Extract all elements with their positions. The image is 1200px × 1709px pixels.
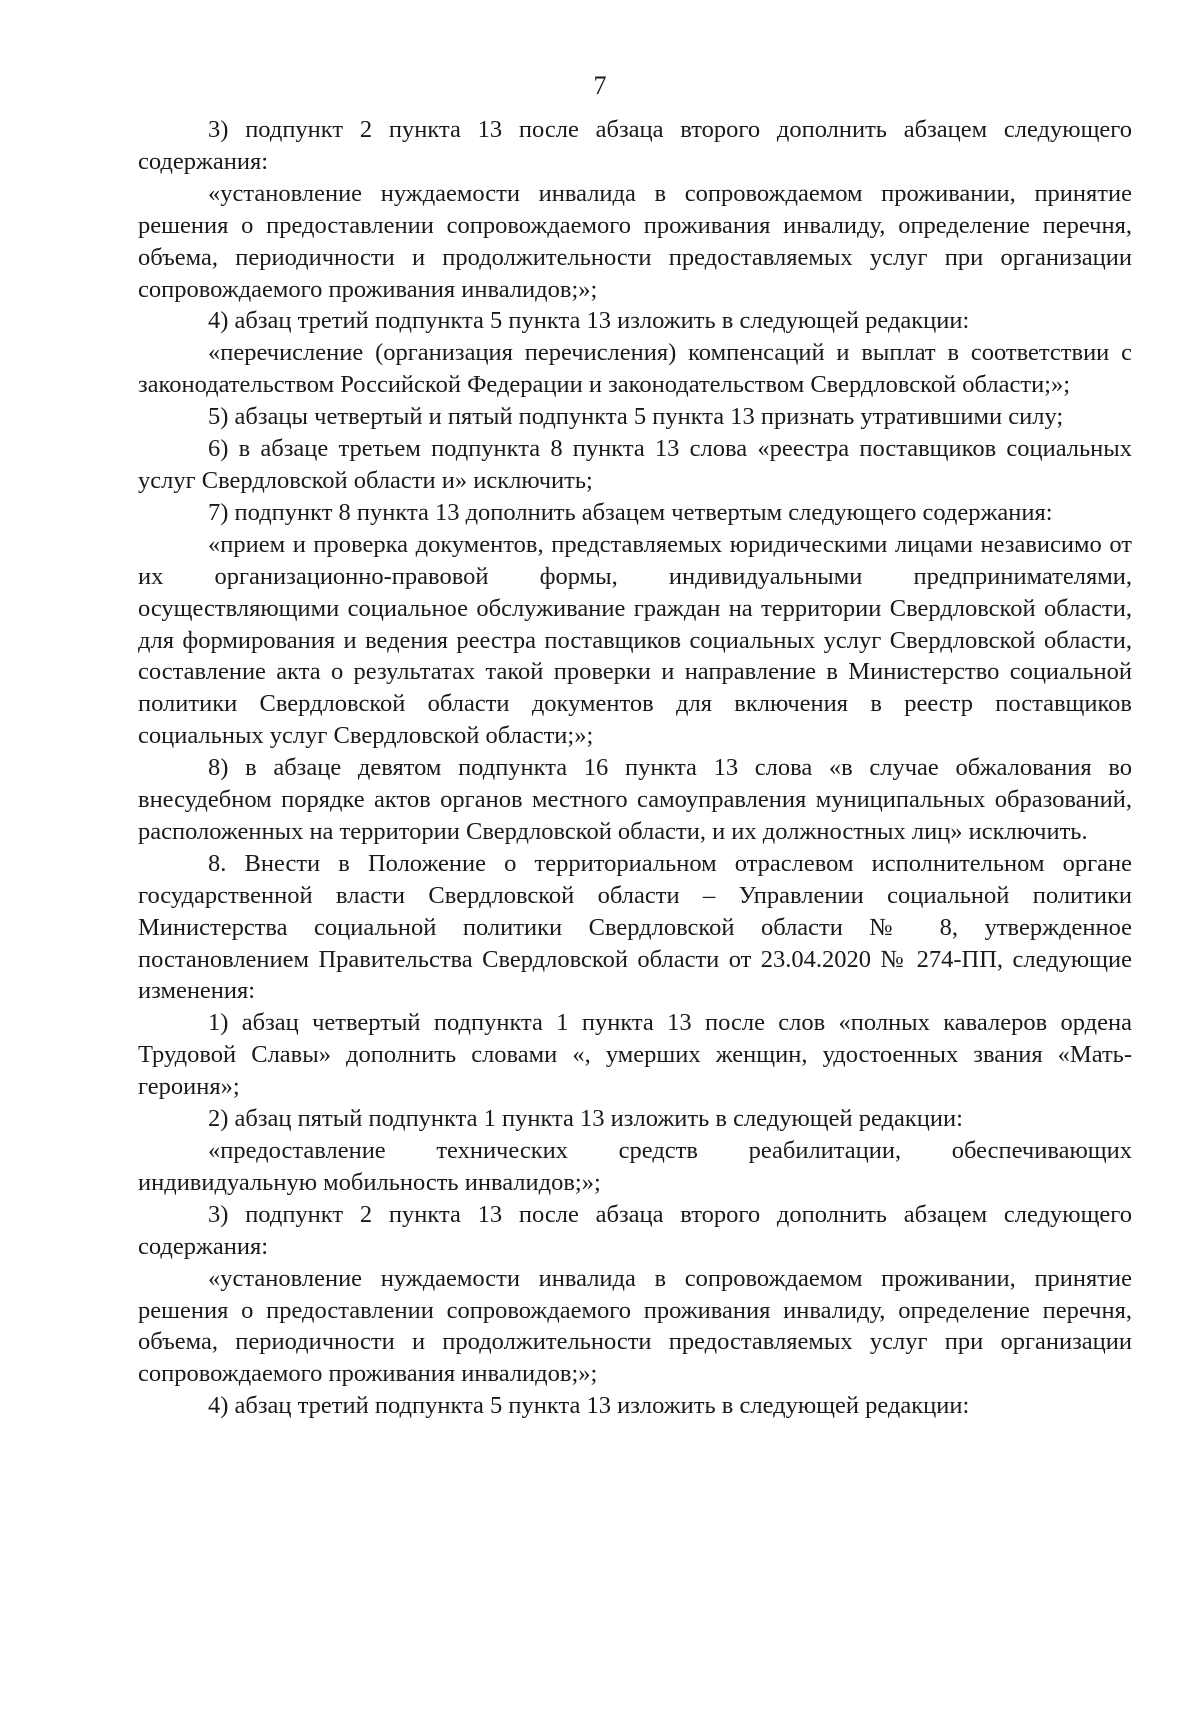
paragraph-quoted-text: «установление нуждаемости инвалида в сопровождаемом проживании, принятие решения о предоставлении сопровождаемого проживания инвалиду, определение перечня, объема, периодичности и продолжительности предоставляемых услуг при организации сопровождаемого проживания инвалидов;»; [138,1264,1132,1388]
paragraph-subitem-4-intro: 4) абзац третий подпункта 5 пункта 13 изложить в следующей редакции: [208,1392,970,1420]
paragraph-subitem-5: 5) абзацы четвертый и пятый подпункта 5 пункта 13 признать утратившими силу; [208,403,1064,431]
paragraph-subitem-3-intro: 3) подпункт 2 пункта 13 после абзаца второго дополнить абзацем следующего содержания: [138,116,1132,175]
paragraph-quoted-text: «установление нуждаемости инвалида в сопровождаемом проживании, принятие решения о предоставлении сопровождаемого проживания инвалиду, определение перечня, объема, периодичности и продолжительности предоставляемых услуг при организации сопровождаемого проживания инвалидов;»; [138,179,1132,303]
paragraph-subitem-4-intro: 4) абзац третий подпункта 5 пункта 13 изложить в следующей редакции: [208,307,970,335]
document-body [138,114,1132,1422]
paragraph-quoted-text: «предоставление технических средств реабилитации, обеспечивающих индивидуальную мобильность инвалидов;»; [138,1137,1132,1196]
page-number: 7 [593,71,607,100]
paragraph-quoted-text: «перечисление (организация перечисления) компенсаций и выплат в соответствии с законодательством Российской Федерации и законодательством Свердловской области;»; [138,339,1132,399]
paragraph-subitem-3-intro: 3) подпункт 2 пункта 13 после абзаца второго дополнить абзацем следующего содержания: [138,1200,1132,1260]
paragraph-quoted-text: «прием и проверка документов, представляемых юридическими лицами независимо от их организационно-правовой формы, индивидуальными предпринимателями, осуществляющими социальное обслуживание граждан на территории Свердловской области, для формирования и ведения реестра поставщиков социальных услуг Свердловской области, составление акта о результатах такой проверки и направление в Министерство социальной политики Свердловской области документов для включения в реестр поставщиков социальных услуг Свердловской области;»; [138,530,1132,750]
paragraph-subitem-2-intro: 2) абзац пятый подпункта 1 пункта 13 изложить в следующей редакции: [208,1105,963,1133]
paragraph-subitem-7-intro: 7) подпункт 8 пункта 13 дополнить абзацем четвертым следующего содержания: [208,498,1053,526]
paragraph-subitem-6: 6) в абзаце третьем подпункта 8 пункта 13 слова «реестра поставщиков социальных услуг Свердловской области и» исключить; [138,435,1132,494]
paragraph-subitem-8: 8) в абзаце девятом подпункта 16 пункта 13 слова «в случае обжалования во внесудебном порядке актов органов местного самоуправления муниципальных образований, расположенных на территории Свердловской области, и их должностных лиц» исключить. [138,754,1132,845]
paragraph-subitem-1: 1) абзац четвертый подпункта 1 пункта 13 после слов «полных кавалеров ордена Трудовой Славы» дополнить словами «, умерших женщин, удостоенных звания «Мать-героиня»; [138,1009,1132,1101]
paragraph-item-8: 8. Внести в Положение о территориальном отраслевом исполнительном органе государственной власти Свердловской области – Управлении социальной политики Министерства социальной политики Свердловской области № 8, утвержденное постановлением Правительства Свердловской области от 23.04.2020 № 274-ПП, следующие изменения: [138,849,1132,1005]
